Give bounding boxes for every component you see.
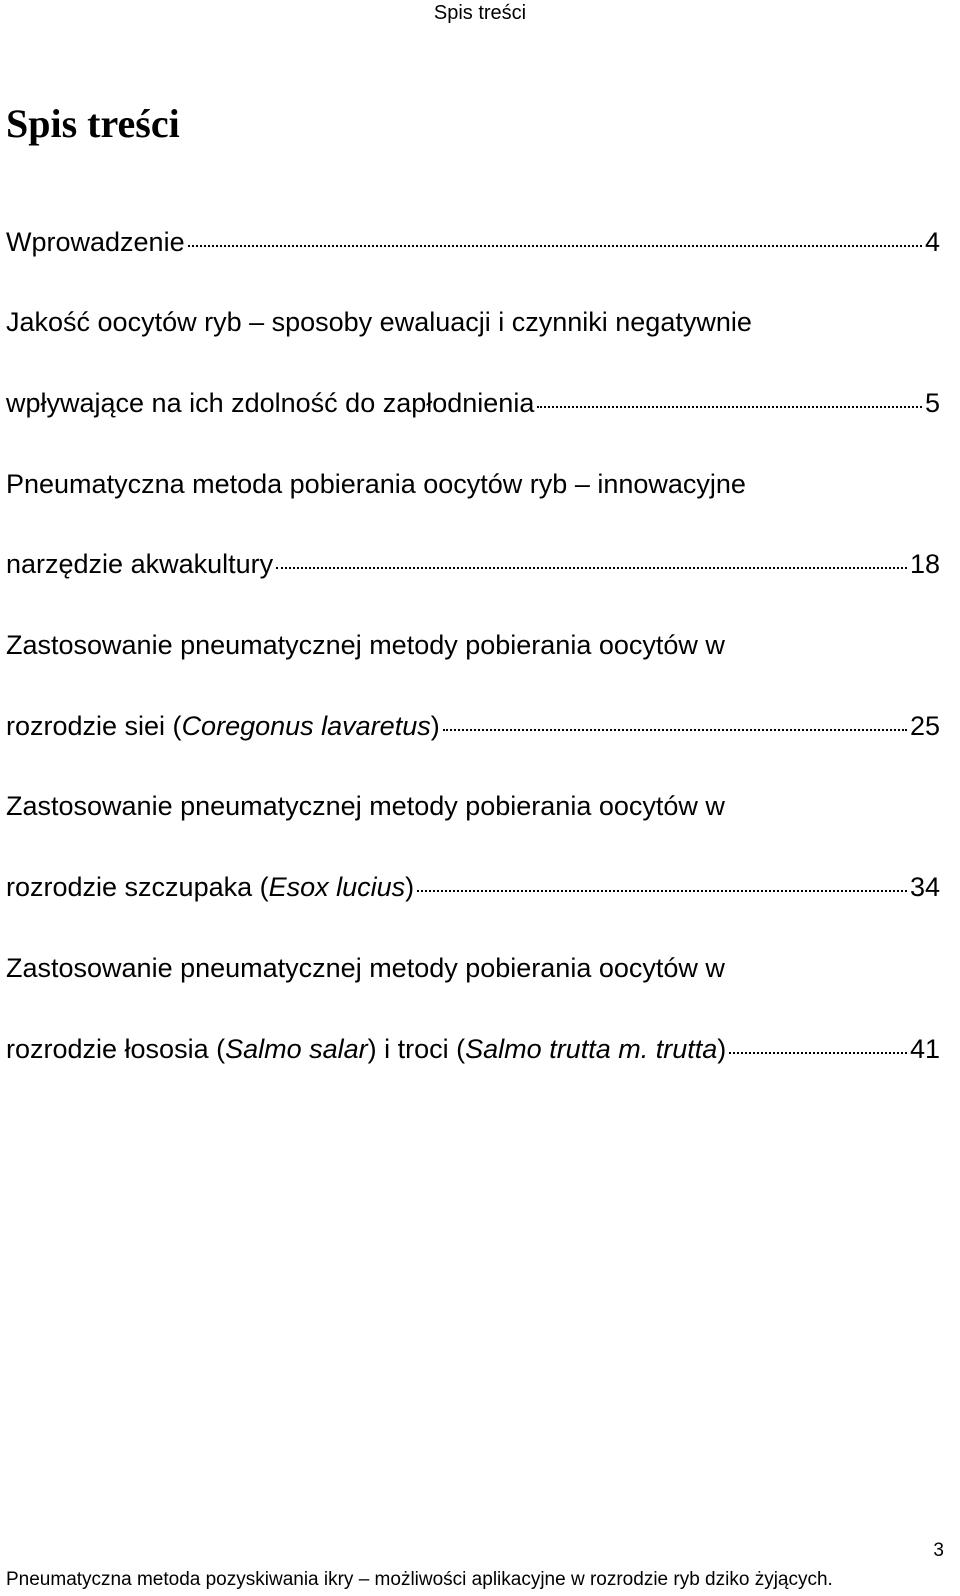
toc-entry-line: Zastosowanie pneumatycznej metody pobierania oocytów w [6,630,725,660]
toc-entry-salmon-trout[interactable] [6,1031,940,1067]
toc-page-number: 34 [909,872,940,902]
footer-text: Pneumatyczna metoda pozyskiwania ikry – możliwości aplikacyjne w rozrodzie ryb dziko żyjących. [6,1569,833,1590]
dot-leader [417,890,907,892]
toc-entry-line: Zastosowanie pneumatycznej metody pobierania oocytów w [6,953,725,983]
toc-page-number: 41 [909,1034,940,1064]
toc-page-number: 18 [909,549,940,579]
toc-entry-line: Jakość oocytów ryb – sposoby ewaluacji i czynniki negatywnie [6,307,752,337]
toc-entry-whitefish[interactable] [6,708,940,744]
toc-entry-text: rozrodzie łososia (Salmo salar) i troci (Salmo trutta m. trutta) [6,1034,727,1064]
page-number: 3 [933,1540,944,1561]
toc-entry-text: narzędzie akwakultury [6,549,274,579]
toc-entry-text: Wprowadzenie [6,227,185,257]
toc-entry-line: Pneumatyczna metoda pobierania oocytów ryb – innowacyjne [6,469,746,499]
toc-entry-pike[interactable] [6,869,940,905]
dot-leader [537,406,922,408]
toc-entry-introduction[interactable] [6,224,940,260]
dot-leader [188,245,922,247]
page-title: Spis treści [6,101,180,146]
toc-entry-line: Zastosowanie pneumatycznej metody pobierania oocytów w [6,791,725,821]
toc-page-number: 5 [924,388,940,418]
toc-page-number: 4 [924,227,940,257]
dot-leader [276,567,907,569]
dot-leader [729,1052,907,1054]
toc-entry-text: rozrodzie siei (Coregonus lavaretus) [6,711,440,741]
toc-page-number: 25 [909,711,940,741]
toc-entry-text: rozrodzie szczupaka (Esox lucius) [6,872,415,902]
running-header: Spis treści [433,2,527,24]
toc-entry-pneumatic-method[interactable] [6,546,940,582]
dot-leader [443,729,907,731]
toc-entry-oocyte-quality[interactable] [6,385,940,421]
toc-entry-text: wpływające na ich zdolność do zapłodnienia [6,388,535,418]
